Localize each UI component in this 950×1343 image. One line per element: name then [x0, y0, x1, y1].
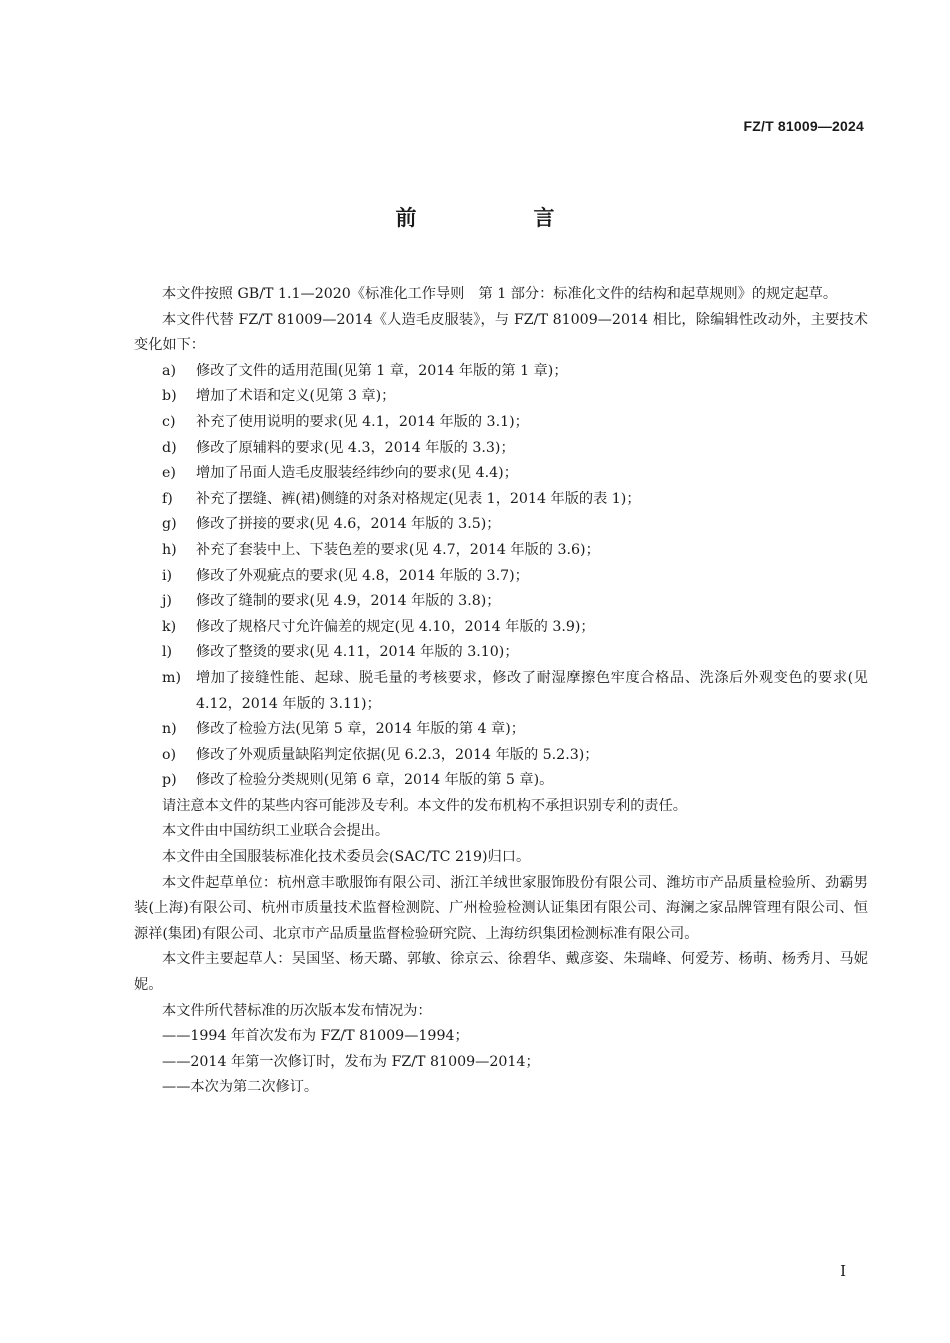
change-list — [134, 359, 868, 794]
list-text: 修改了检验分类规则(见第 6 章，2014 年版的第 5 章)。 — [196, 772, 554, 789]
paragraph: 本文件代替 FZ/T 81009—2014《人造毛皮服装》，与 FZ/T 81009—2014 相比，除编辑性改动外，主要技术变化如下： — [134, 311, 868, 354]
list-text: 修改了整烫的要求(见 4.11，2014 年版的 3.10)； — [196, 644, 519, 661]
list-item — [134, 640, 868, 666]
list-item — [134, 512, 868, 538]
list-text: 增加了术语和定义(见第 3 章)； — [196, 388, 396, 405]
list-label: f) — [162, 490, 173, 507]
list-label: i) — [162, 567, 173, 584]
history-item: ——2014 年第一次修订时，发布为 FZ/T 81009—2014； — [162, 1053, 540, 1070]
list-item — [134, 461, 868, 487]
list-item — [134, 615, 868, 641]
list-text: 增加了接缝性能、起球、脱毛量的考核要求，修改了耐湿摩擦色牢度合格品、洗涤后外观变色的要求(见 4.12，2014 年版的 3.11)； — [196, 669, 868, 712]
list-text: 增加了吊面人造毛皮服装经纬纱向的要求(见 4.4)； — [196, 465, 518, 482]
list-text: 补充了使用说明的要求(见 4.1，2014 年版的 3.1)； — [196, 413, 529, 430]
list-item — [134, 538, 868, 564]
history-intro: 本文件所代替标准的历次版本发布情况为： — [162, 1002, 432, 1019]
list-label: c) — [162, 413, 176, 430]
list-label: j) — [162, 593, 172, 610]
list-item — [134, 564, 868, 590]
list-text: 补充了套装中上、下装色差的要求(见 4.7，2014 年版的 3.6)； — [196, 541, 600, 558]
list-label: n) — [162, 721, 177, 738]
list-text: 补充了摆缝、裤(裙)侧缝的对条对格规定(见表 1，2014 年版的表 1)； — [196, 490, 641, 507]
list-item — [134, 487, 868, 513]
list-label: k) — [162, 618, 177, 635]
list-text: 修改了缝制的要求(见 4.9，2014 年版的 3.8)； — [196, 593, 501, 610]
list-label: m) — [162, 669, 181, 686]
paragraph: 本文件按照 GB/T 1.1—2020《标准化工作导则 第 1 部分：标准化文件的结构和起草规则》的规定起草。 — [162, 286, 838, 302]
page-title: 前 言 — [395, 206, 603, 230]
list-text: 修改了外观疵点的要求(见 4.8，2014 年版的 3.7)； — [196, 567, 529, 584]
list-text: 修改了检验方法(见第 5 章，2014 年版的第 4 章)； — [196, 721, 525, 738]
list-label: e) — [162, 465, 176, 482]
list-text: 修改了外观质量缺陷判定依据(见 6.2.3，2014 年版的 5.2.3)； — [196, 746, 599, 763]
committee-paragraph: 本文件由全国服装标准化技术委员会(SAC/TC 219)归口。 — [162, 849, 531, 866]
document-code: FZ/T 81009—2024 — [743, 118, 864, 134]
drafters-paragraph: 本文件主要起草人：吴国坚、杨天璐、郭敏、徐京云、徐碧华、戴彦姿、朱瑞峰、何爱芳、杨萌、杨秀月、马妮妮。 — [134, 951, 868, 994]
list-item — [134, 384, 868, 410]
history-item: ——1994 年首次发布为 FZ/T 81009—1994； — [162, 1028, 469, 1045]
list-text: 修改了规格尺寸允许偏差的规定(见 4.10，2014 年版的 3.9)； — [196, 618, 595, 635]
list-label: o) — [162, 746, 177, 763]
list-item — [134, 717, 868, 743]
list-label: b) — [162, 388, 177, 405]
proposer-paragraph: 本文件由中国纺织工业联合会提出。 — [162, 823, 390, 840]
list-item — [134, 666, 868, 717]
list-label: h) — [162, 541, 177, 558]
list-label: d) — [162, 439, 177, 456]
patent-notice: 请注意本文件的某些内容可能涉及专利。本文件的发布机构不承担识别专利的责任。 — [162, 797, 687, 814]
list-text: 修改了文件的适用范围(见第 1 章，2014 年版的第 1 章)； — [196, 362, 568, 379]
list-item — [134, 436, 868, 462]
list-item — [134, 359, 868, 385]
list-text: 修改了拼接的要求(见 4.6，2014 年版的 3.5)； — [196, 516, 501, 533]
list-label: g) — [162, 516, 177, 533]
list-item — [134, 589, 868, 615]
list-item — [134, 743, 868, 769]
drafting-units-paragraph: 本文件起草单位：杭州意丰歌服饰有限公司、浙江羊绒世家服饰股份有限公司、潍坊市产品质量检验所、劲霸男装(上海)有限公司、杭州市质量技术监督检测院、广州检验检测认证集团有限公司、海澜之家品牌管理有限公司、恒源祥(集团)有限公司、北京市产品质量监督检验研究院、上海纺织集团检测标准有限公司。 — [134, 874, 868, 942]
list-label: p) — [162, 772, 177, 789]
foreword-body — [134, 282, 868, 1101]
list-text: 修改了原辅料的要求(见 4.3，2014 年版的 3.3)； — [196, 439, 515, 456]
list-label: l) — [162, 644, 173, 661]
list-item — [134, 410, 868, 436]
history-item: ——本次为第二次修订。 — [162, 1079, 319, 1096]
list-item — [134, 768, 868, 794]
list-label: a) — [162, 362, 176, 379]
page-number: I — [840, 1262, 846, 1280]
